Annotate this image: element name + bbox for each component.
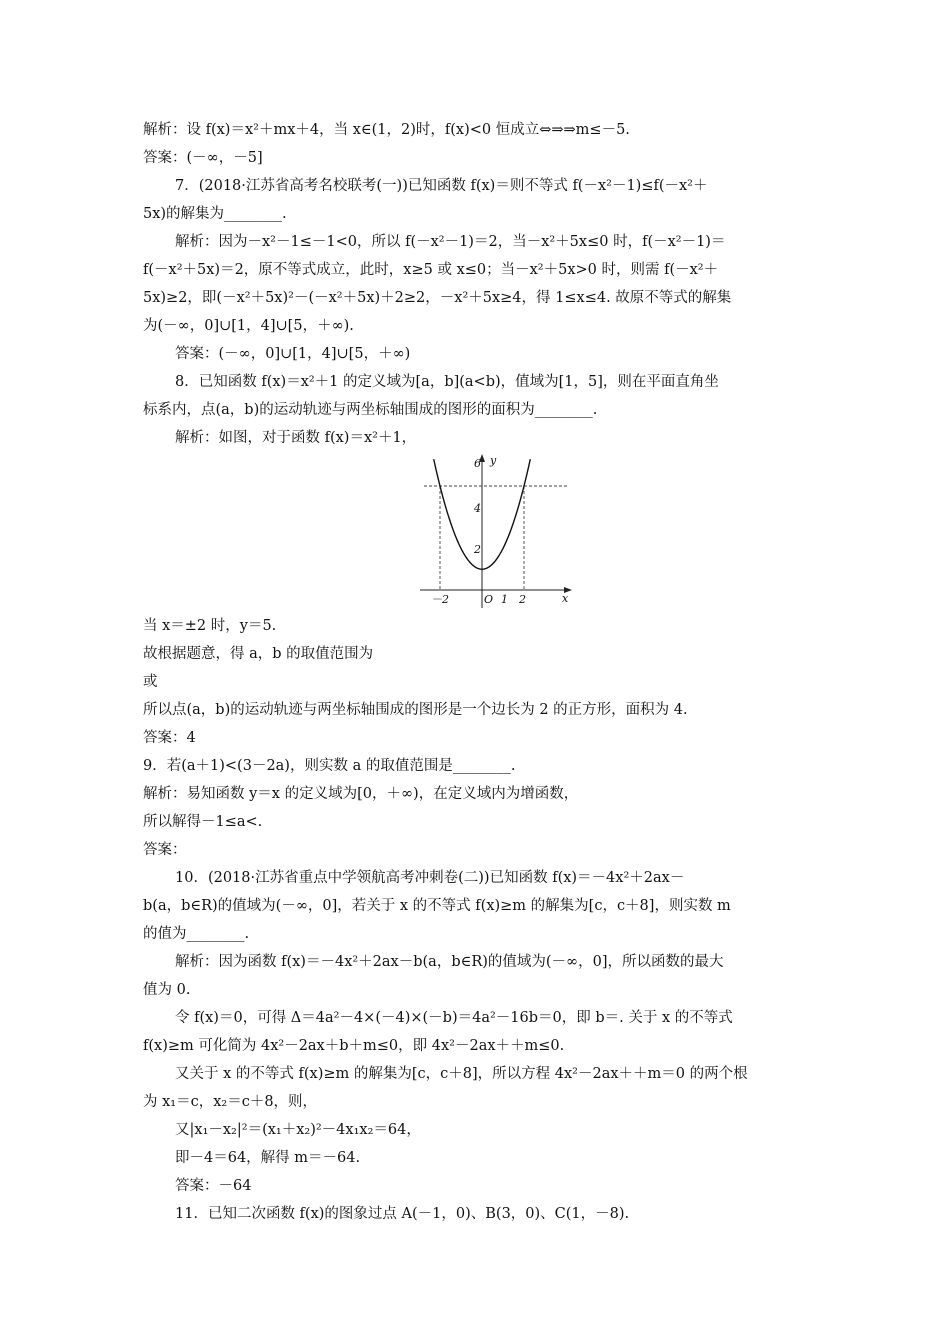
text-line: 10．(2018·江苏省重点中学领航高考冲刺卷(二))已知函数 f(x)＝－4x²＋2ax－ <box>175 870 685 886</box>
text-line: b(a，b∈R)的值域为(－∞，0]，若关于 x 的不等式 f(x)≥m 的解集为[c，c＋8]，则实数 m <box>143 898 731 914</box>
text-line: 的值为________. <box>143 926 250 942</box>
text-line: 答案：(－∞，0]∪[1，4]∪[5，＋∞) <box>175 346 411 362</box>
y-tick-label: 4 <box>474 502 481 515</box>
text-line: 为 x₁＝c，x₂＝c＋8，则， <box>143 1094 318 1110</box>
text-line: 5x)的解集为________. <box>143 206 287 222</box>
text-line: 11．已知二次函数 f(x)的图象过点 A(－1，0)、B(3，0)、C(1，－8). <box>175 1206 630 1222</box>
text-line: 8．已知函数 f(x)＝x²＋1 的定义域为[a，b](a<b)，值域为[1，5]，则在平面直角坐 <box>175 374 719 390</box>
text-line: 解析：因为函数 f(x)＝－4x²＋2ax－b(a，b∈R)的值域为(－∞，0]，所以函数的最大 <box>175 954 724 970</box>
text-line: 答案：(－∞，－5] <box>143 150 263 166</box>
x-tick-label: －2 <box>431 593 449 606</box>
text-line: 故根据题意，得 a，b 的取值范围为 <box>143 646 374 662</box>
text-line: 或 <box>143 674 158 690</box>
text-line: 标系内，点(a，b)的运动轨迹与两坐标轴围成的图形的面积为________. <box>143 402 598 418</box>
y-axis-label: y <box>490 454 497 467</box>
text-line: 9．若(a＋1)<(3－2a)，则实数 a 的取值范围是________. <box>143 758 516 774</box>
text-line: 答案：－64 <box>175 1178 252 1194</box>
text-line: 当 x＝±2 时，y＝5. <box>143 618 277 634</box>
text-line: 又|x₁－x₂|²＝(x₁＋x₂)²－4x₁x₂＝64， <box>175 1122 421 1138</box>
text-line: 令 f(x)＝0，可得 Δ＝4a²－4×(－4)×(－b)＝4a²－16b＝0，即 b＝. 关于 x 的不等式 <box>175 1010 733 1026</box>
y-tick-label: 6 <box>474 457 481 470</box>
parabola-figure <box>418 452 574 610</box>
x-tick-label: 1 <box>501 593 508 606</box>
x-axis-label: x <box>562 592 569 605</box>
text-line: f(x)≥m 可化简为 4x²－2ax＋b＋m≤0，即 4x²－2ax＋＋m≤0. <box>143 1038 565 1054</box>
text-line: 即－4＝64，解得 m＝－64. <box>175 1150 361 1166</box>
text-line: 7．(2018·江苏省高考名校联考(一))已知函数 f(x)＝则不等式 f(－x²－1)≤f(－x²＋ <box>175 178 708 194</box>
x-tick-label: 2 <box>519 593 526 606</box>
text-line: f(－x²＋5x)＝2，原不等式成立，此时，x≥5 或 x≤0；当－x²＋5x>0 时，则需 f(－x²＋ <box>143 262 719 278</box>
text-line: 解析：易知函数 y＝x 的定义域为[0，＋∞)，在定义域内为增函数， <box>143 786 579 802</box>
text-line: 又关于 x 的不等式 f(x)≥m 的解集为[c，c＋8]，所以方程 4x²－2ax＋＋m＝0 的两个根 <box>175 1066 748 1082</box>
text-line: 值为 0. <box>143 982 191 998</box>
origin-label: O <box>484 593 494 606</box>
text-line: 所以点(a，b)的运动轨迹与两坐标轴围成的图形是一个边长为 2 的正方形，面积为 4. <box>143 702 688 718</box>
text-line: 5x)≥2，即(－x²＋5x)²－(－x²＋5x)＋2≥2，－x²＋5x≥4，得 1≤x≤4. 故原不等式的解集 <box>143 290 732 306</box>
text-line: 答案：4 <box>143 730 196 746</box>
y-tick-label: 2 <box>474 543 481 556</box>
text-line: 解析：设 f(x)＝x²＋mx＋4，当 x∈(1，2)时，f(x)<0 恒成立⇔⇒⇒m≤－5. <box>143 122 630 138</box>
text-line: 为(－∞，0]∪[1，4]∪[5，＋∞). <box>143 318 354 334</box>
text-line: 解析：因为－x²－1≤－1<0，所以 f(－x²－1)＝2，当－x²＋5x≤0 时，f(－x²－1)＝ <box>175 234 726 250</box>
text-line: 所以解得－1≤a<. <box>143 814 263 830</box>
text-line: 答案： <box>143 842 187 858</box>
text-line: 解析：如图，对于函数 f(x)＝x²＋1， <box>175 430 417 446</box>
